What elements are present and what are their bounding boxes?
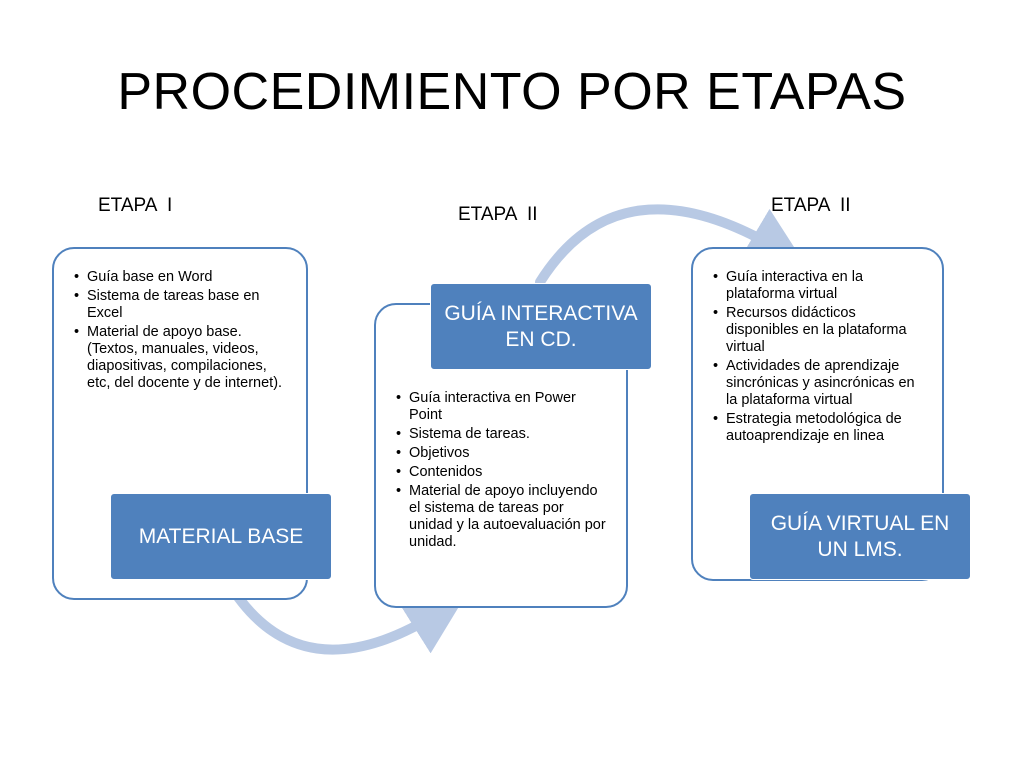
page-title: PROCEDIMIENTO POR ETAPAS	[117, 63, 907, 121]
list-item: • Recursos didácticos disponibles en la plataforma virtual	[713, 305, 929, 356]
stage-1-label: ETAPA I	[98, 195, 173, 216]
list-item: • Material de apoyo base.(Textos, manuales, videos, diapositivas, compilaciones, etc, del docente y de internet).	[74, 324, 286, 392]
list-item: • Actividades de aprendizaje sincrónicas y asincrónicas en la plataforma virtual	[713, 358, 929, 409]
list-item: • Sistema de tareas.	[396, 426, 610, 443]
stage-2-label: ETAPA II	[458, 204, 538, 225]
stage-2-list	[396, 390, 610, 553]
stage-3-list	[713, 269, 929, 447]
list-item: • Guía interactiva en la plataforma virtual	[713, 269, 929, 303]
list-item: • Contenidos	[396, 464, 610, 481]
list-item: • Objetivos	[396, 445, 610, 462]
stage-1-header: MATERIAL BASE	[110, 493, 332, 580]
stage-1-list	[74, 269, 286, 394]
stage-2-header: GUÍA INTERACTIVA EN CD.	[430, 283, 652, 370]
stage-3-label: ETAPA II	[771, 195, 851, 216]
list-item: • Guía base en Word	[74, 269, 286, 286]
list-item: • Material de apoyo incluyendo el sistema de tareas por unidad y la autoevaluación por unidad.	[396, 483, 610, 551]
list-item: • Sistema de tareas base en Excel	[74, 288, 286, 322]
list-item: • Estrategia metodológica de autoaprendizaje en linea	[713, 411, 929, 445]
stage-3-header: GUÍA VIRTUAL EN UN LMS.	[749, 493, 971, 580]
list-item: • Guía interactiva en Power Point	[396, 390, 610, 424]
